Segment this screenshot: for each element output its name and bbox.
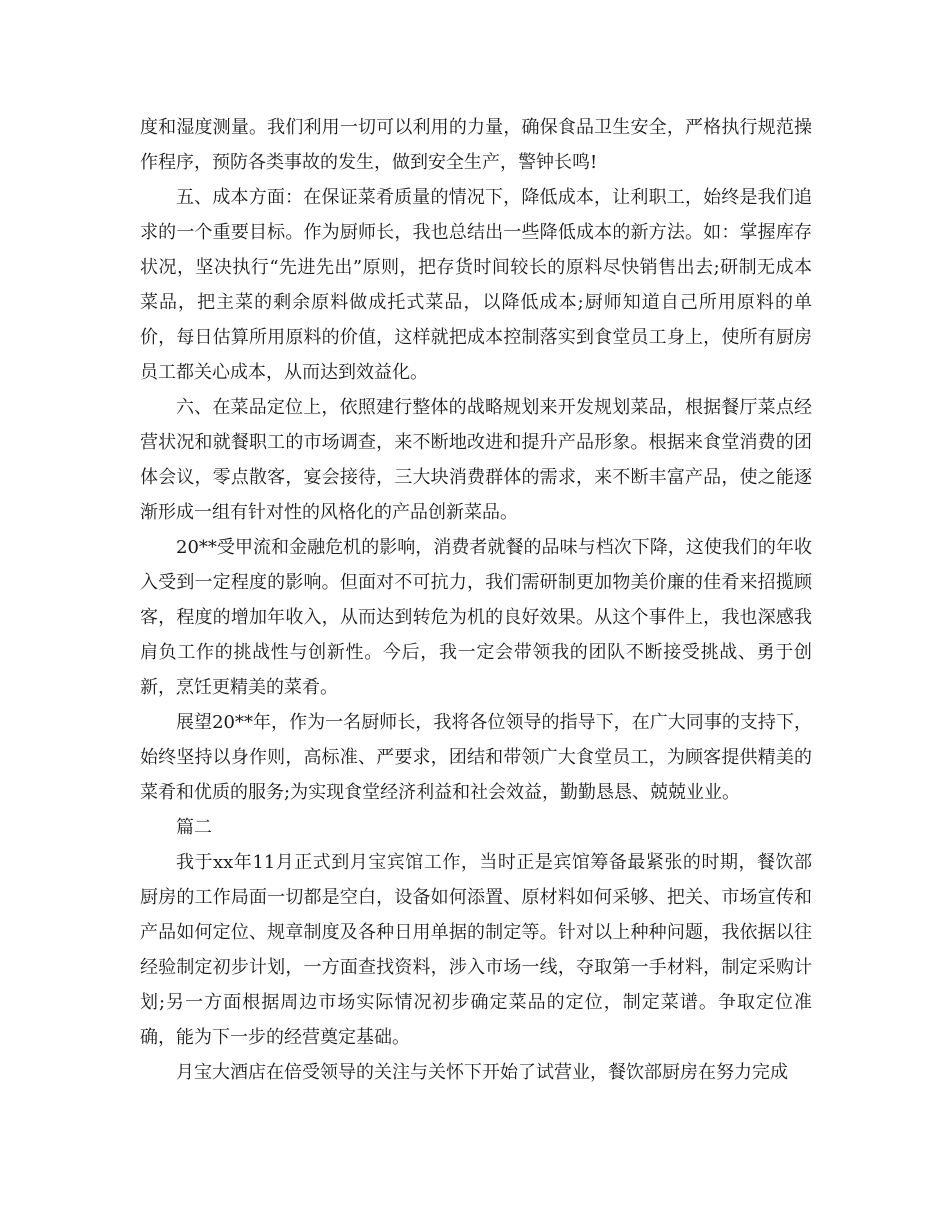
section-heading: 篇二 xyxy=(176,817,212,838)
paragraph-cost: 五、成本方面：在保证菜肴质量的情况下，降低成本，让利职工，始终是我们追求的一个重要目标。作为厨师长，我也总结出一些降低成本的新方法。如：掌握库存状况，坚决执行“先进先出”原则，把存货时间较长的原料尽快销售出去;研制无成本菜品，把主菜的剩余原料做成托式菜品，以降低成本;厨师知道自己所用原料的单价，每日估算所用原料的价值，这样就把成本控制落实到食堂员工身上，使所有厨房员工都关心成本，从而达到效益化。 xyxy=(140,187,812,383)
paragraph-crisis: 20**受甲流和金融危机的影响，消费者就餐的品味与档次下降，这使我们的年收入受到一定程度的影响。但面对不可抗力，我们需研制更加物美价廉的佳肴来招揽顾客，程度的增加年收入，从而达到转危为机的良好效果。从这个事件上，我也深感我肩负工作的挑战性与创新性。今后，我一定会带领我的团队不断接受挑战、勇于创新，烹饪更精美的菜肴。 xyxy=(140,537,812,698)
paragraph-start-work: 我于xx年11月正式到月宝宾馆工作，当时正是宾馆筹备最紧张的时期，餐饮部厨房的工作局面一切都是空白，设备如何添置、原材料如何采够、把关、市场宣传和产品如何定位、规章制度及各种日用单据的制定等。针对以上种种问题，我依据以往经验制定初步计划，一方面查找资料，涉入市场一线，夺取第一手材料，制定采购计划;另一方面根据周边市场实际情况初步确定菜品的定位，制定菜谱。争取定位准确，能为下一步的经营奠定基础。 xyxy=(140,852,812,1048)
paragraph-trial-operation: 月宝大酒店在倍受领导的关注与关怀下开始了试营业，餐饮部厨房在努力完成 xyxy=(176,1062,788,1083)
paragraph-menu-positioning: 六、在菜品定位上，依照建行整体的战略规划来开发规划菜品，根据餐厅菜点经营状况和就餐职工的市场调查，来不断地改进和提升产品形象。根据来食堂消费的团体会议，零点散客，宴会接待，三大块消费群体的需求，来不断丰富产品，使之能逐渐形成一组有针对性的风格化的产品创新菜品。 xyxy=(140,397,812,523)
paragraph-outlook: 展望20**年，作为一名厨师长，我将各位领导的指导下，在广大同事的支持下，始终坚持以身作则，高标准、严要求，团结和带领广大食堂员工，为顾客提供精美的菜肴和优质的服务;为实现食堂经济利益和社会效益，勤勤恳恳、兢兢业业。 xyxy=(140,712,812,803)
paragraph-safety-continued: 度和湿度测量。我们利用一切可以利用的力量，确保食品卫生安全，严格执行规范操作程序，预防各类事故的发生，做到安全生产，警钟长鸣! xyxy=(140,117,812,173)
document-body xyxy=(140,110,812,1090)
